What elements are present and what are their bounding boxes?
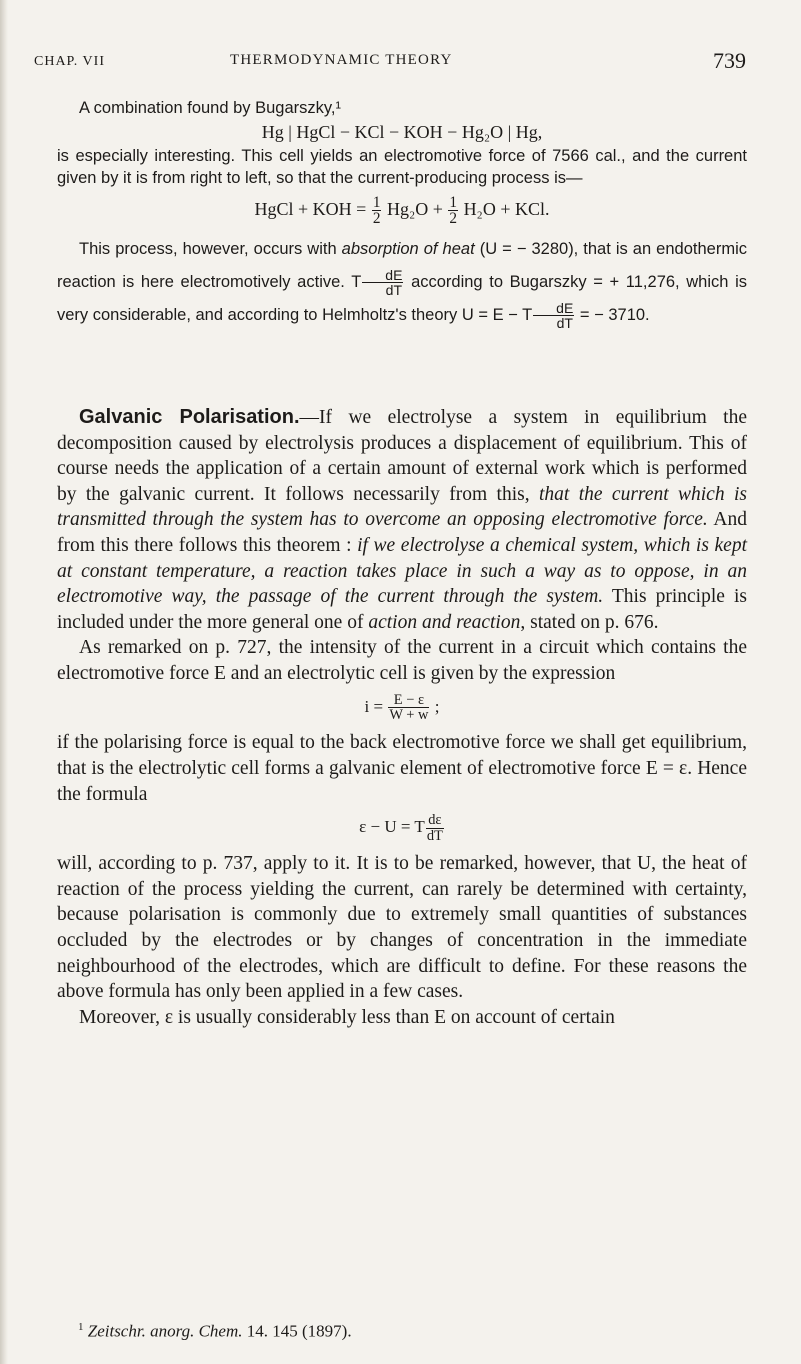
de-dt-fraction: $\frac{dE}{dT}$ [362, 268, 403, 297]
half-fraction: $\frac{1}{2}$ [372, 194, 381, 228]
reaction-equation [57, 195, 747, 227]
current-equation: i = $\frac{E - \varepsilon}{W + w}$ ; [364, 691, 440, 723]
polarisation-formula: ε − U = T $\frac{d\varepsilon}{dT}$ [359, 812, 443, 844]
deps-dt-fraction: $\frac{d\varepsilon}{dT}$ [426, 812, 443, 844]
section-heading: Galvanic Polarisation. [79, 406, 300, 428]
process-paragraph: This process, however, occurs with absorption of heat (U = − 3280), that is an endothermic reaction is here electromotively active. T $\frac{dE}{dT}$ according to Bugarszky = + 11,276, which is very considerable, and according to Helmholtz's theory U = E − T $\frac{dE}{dT}$ = − 3710. [57, 239, 747, 331]
reaction-mid: Hg₂O + [386, 198, 448, 219]
footnote-mark: 1 [78, 1321, 84, 1333]
chapter-label: CHAP. VII [34, 54, 105, 69]
bugarszky-section [57, 97, 747, 332]
cell-notation: Hg | HgCl − KCl − KOH − Hg₂O | Hg, [261, 122, 543, 142]
half-fraction: $\frac{1}{2}$ [449, 194, 458, 228]
remark-paragraph: As remarked on p. 727, the intensity of the current in a circuit which contains the electromotive force E and an electrolytic cell is given by the expression [57, 637, 747, 684]
intro-paragraph: is especially interesting. This cell yields an electromotive force of 7566 cal., and the current given by it is from right to left, so that the current-producing process is— [57, 147, 747, 187]
moreover-paragraph: Moreover, ε is usually considerably less than E on account of certain [79, 1006, 615, 1028]
de-dt-fraction: $\frac{dE}{dT}$ [533, 301, 574, 330]
book-spine-shadow [0, 0, 8, 1364]
intro-line: A combination found by Bugarszky,¹ [79, 99, 342, 117]
absorption-of-heat: absorption of heat [341, 239, 475, 258]
footnote-journal: Zeitschr. anorg. Chem. [87, 1321, 243, 1341]
galvanic-section [57, 405, 747, 1030]
reaction-left: HgCl + KOH = [254, 198, 371, 219]
reaction-right: H₂O + KCl. [463, 198, 550, 219]
theorem-text: if we electrolyse a chemical system, which is kept at constant temperature, a reaction takes place in such a way as to oppose, in an electromotive way, the passage of the current through the system. [57, 534, 747, 608]
footnote [78, 1321, 352, 1342]
will-paragraph: will, according to p. 737, apply to it. It is to be remarked, however, that U, the heat of reaction of the process yielding the current, can rarely be determined with certainty, because polarisation is commonly due to extremely small quantities of substances occluded by the electrodes or by changes of concentration in the immediate neighbourhood of the electrodes, which are difficult to define. For these reasons the above formula has only been applied in a few cases. [57, 853, 747, 1003]
footnote-reference: 14. 145 (1897). [242, 1321, 352, 1341]
page-number: 739 [713, 48, 746, 73]
running-title: THERMODYNAMIC THEORY [230, 52, 453, 68]
current-fraction: $\frac{E - \varepsilon}{W + w}$ [389, 691, 429, 723]
polarising-paragraph: if the polarising force is equal to the back electromotive force we shall get equilibrium, that is the electrolytic cell forms a galvanic element of electromotive force E = ε. Hence the formula [57, 732, 747, 805]
galvanic-paragraph: Galvanic Polarisation.—If we electrolyse a system in equilibrium the decomposition caused by electrolysis produces a displacement of equilibrium. This of course needs the application of a certain amount of external work which is performed by the galvanic current. It follows necessarily from this, that the current which is transmitted through the system has to overcome an opposing electromotive force. And from this there follows this theorem : if we electrolyse a chemical system, which is kept at constant temperature, a reaction takes place in such a way as to oppose, in an electromotive way, the passage of the current through the system. This principle is included under the more general one of action and reaction, stated on p. 676. [57, 406, 748, 633]
